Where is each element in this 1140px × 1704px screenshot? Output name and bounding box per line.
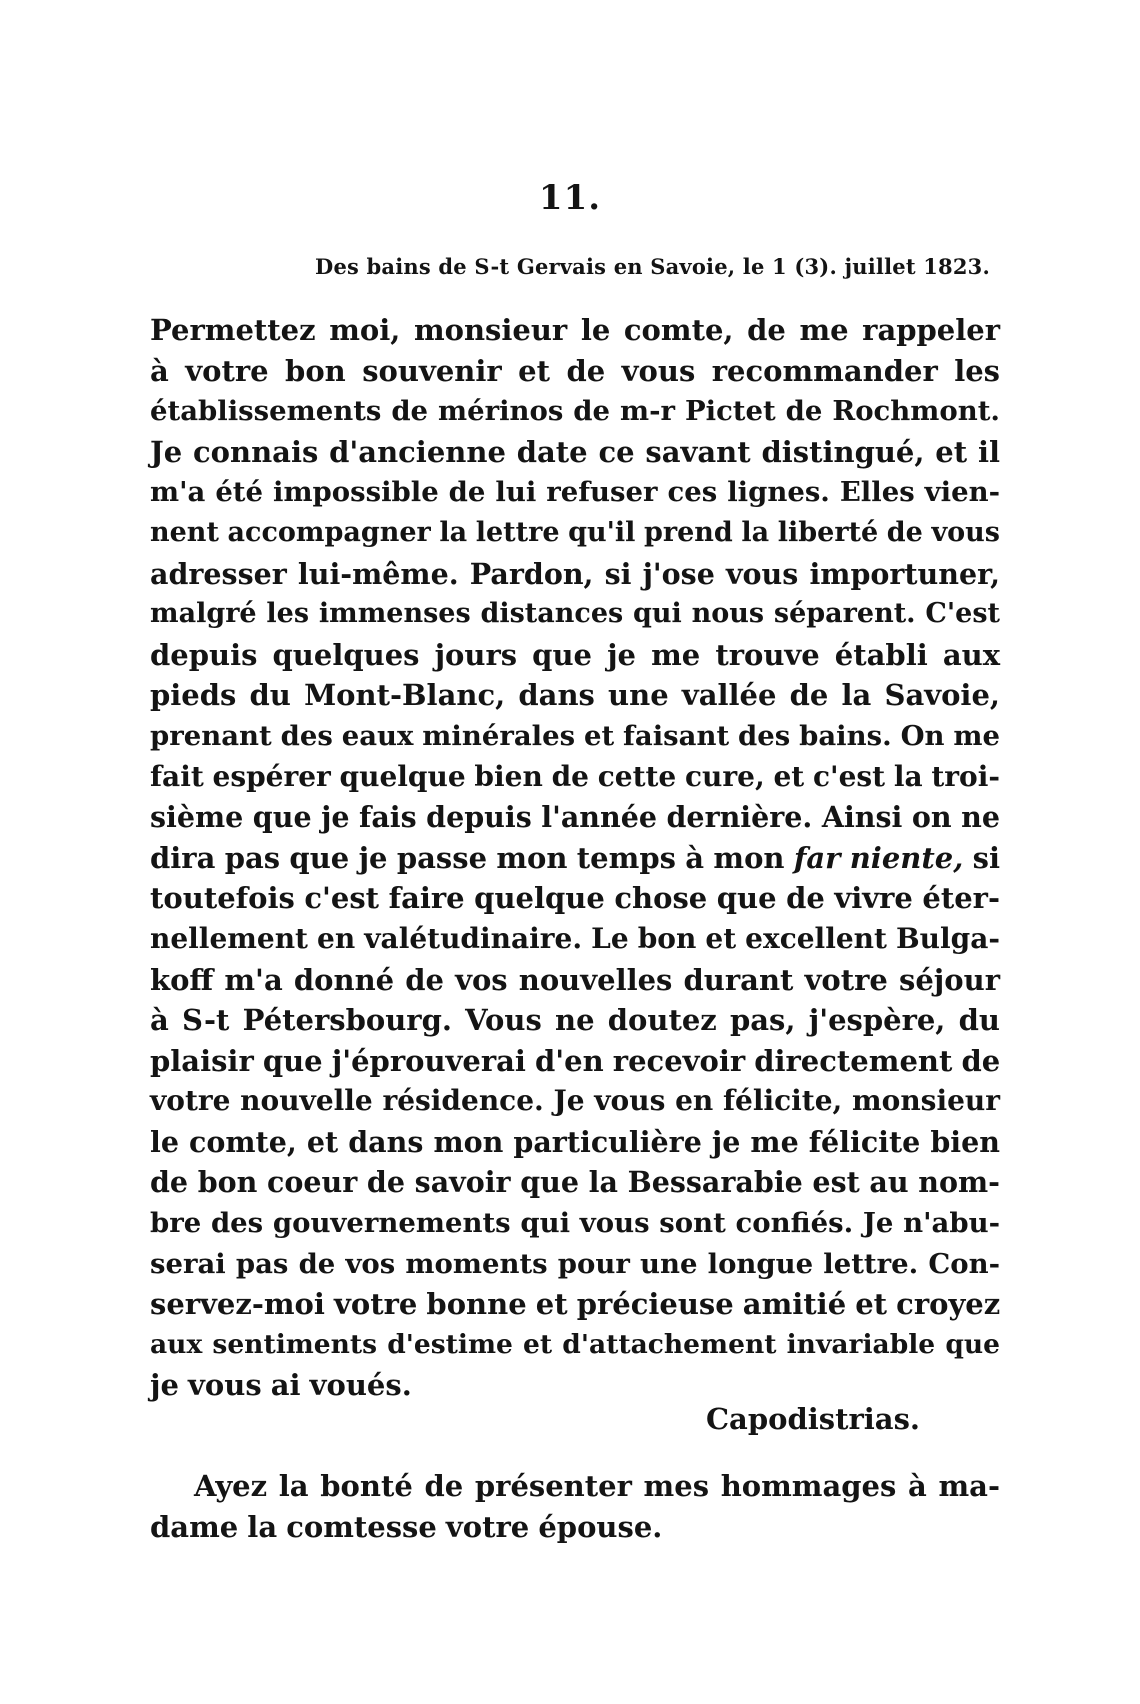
letter-final-line: je vous ai voués.	[150, 1368, 412, 1403]
line-text: si	[972, 840, 1000, 875]
letter-line: pieds du Mont-Blanc, dans une vallée de la Savoie,	[150, 678, 1000, 713]
dateline: Des bains de S-t Gervais en Savoie, le 1 (3). juillet 1823.	[315, 254, 990, 279]
letter-line: nellement en valétudinaire. Le bon et excellent Bulga-	[150, 921, 1000, 955]
letter-line: serai pas de vos moments pour une longue lettre. Con-	[150, 1247, 1000, 1280]
letter-line: toutefois c'est faire quelque chose que de vivre éter-	[150, 881, 1000, 916]
letter-line-with-italic	[150, 838, 1000, 879]
letter-line: à S-t Pétersbourg. Vous ne doutez pas, j'espère, du	[150, 1003, 1000, 1038]
signature: Capodistrias.	[705, 1402, 920, 1436]
letter-line: koff m'a donné de vos nouvelles durant votre séjour	[150, 962, 1000, 997]
letter-line: sième que je fais depuis l'année dernière. Ainsi on ne	[150, 800, 1000, 835]
postscript	[150, 1466, 1000, 1547]
letter-line: malgré les immenses distances qui nous séparent. C'est	[150, 598, 1000, 630]
letter-line: Je connais d'ancienne date ce savant distingué, et il	[150, 434, 1000, 469]
letter-line: fait espérer quelque bien de cette cure, et c'est la troi-	[150, 759, 1000, 793]
letter-line: à votre bon souvenir et de vous recommander les	[150, 353, 1000, 388]
letter-line: servez-moi votre bonne et précieuse amitié et croyez	[150, 1287, 1001, 1322]
line-text: dira pas que je passe mon temps à mon	[150, 840, 785, 875]
postscript-line: dame la comtesse votre épouse.	[150, 1509, 663, 1544]
postscript-line: Ayez la bonté de présenter mes hommages à ma-	[194, 1469, 1000, 1503]
letter-line: aux sentiments d'estime et d'attachement invariable que	[150, 1328, 1000, 1360]
letter-line: m'a été impossible de lui refuser ces lignes. Elles vien-	[150, 476, 1000, 509]
letter-line: le comte, et dans mon particulière je me félicite bien	[150, 1124, 1000, 1159]
letter-line: établissements de mérinos de m-r Pictet de Rochmont.	[150, 395, 1000, 428]
italic-phrase: far niente,	[793, 840, 964, 875]
letter-line: de bon coeur de savoir que la Bessarabie est au nom-	[150, 1165, 1000, 1200]
letter-number: 11.	[538, 178, 602, 218]
letter-body	[150, 310, 1000, 1406]
letter-line: nent accompagner la lettre qu'il prend la liberté de vous	[150, 516, 1000, 548]
letter-line: Permettez moi, monsieur le comte, de me rappeler	[150, 313, 1000, 347]
letter-line: votre nouvelle résidence. Je vous en félicite, monsieur	[150, 1084, 1000, 1118]
letter-line: bre des gouvernements qui vous sont confiés. Je n'abu-	[150, 1207, 1000, 1240]
letter-line: plaisir que j'éprouverai d'en recevoir directement de	[150, 1043, 1001, 1078]
letter-line: depuis quelques jours que je me trouve établi aux	[150, 637, 1000, 672]
letter-line: prenant des eaux minérales et faisant des bains. On me	[150, 719, 1000, 752]
letter-line: adresser lui-même. Pardon, si j'ose vous importuner,	[150, 556, 1000, 591]
